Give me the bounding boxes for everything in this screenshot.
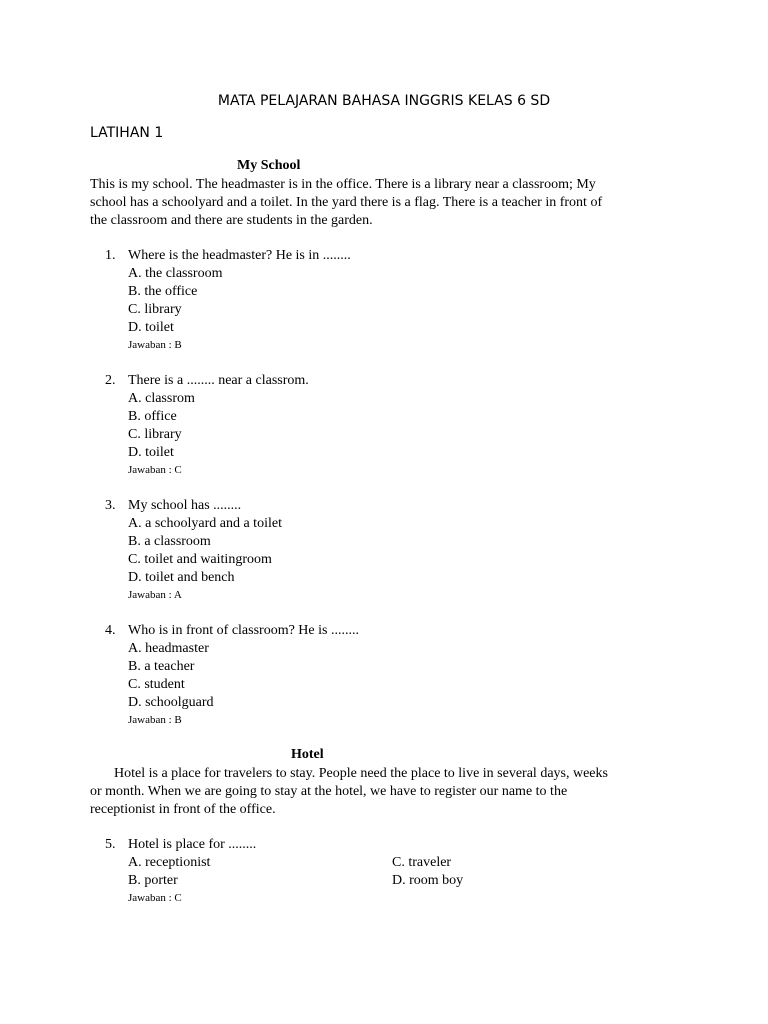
question-3 — [90, 497, 690, 603]
question-4 — [90, 622, 690, 728]
option-row — [90, 854, 690, 872]
passage-line: or month. When we are going to stay at the hotel, we have to register our name to the — [90, 784, 568, 799]
passage-my-school — [90, 176, 650, 230]
question-number: 4. — [105, 623, 116, 638]
option-d: D. room boy — [392, 873, 464, 888]
question-stem — [90, 497, 690, 515]
question-text: Hotel is place for ........ — [128, 837, 257, 852]
option-d: D. schoolguard — [128, 695, 214, 710]
answer-key: Jawaban : B — [128, 339, 182, 351]
option-c: C. library — [128, 427, 182, 442]
question-stem — [90, 372, 690, 390]
option-d: D. toilet — [128, 445, 174, 460]
question-2 — [90, 372, 690, 478]
answer-key: Jawaban : C — [128, 892, 182, 904]
question-1 — [90, 247, 690, 353]
option-row — [90, 872, 690, 890]
passage-line: the classroom and there are students in the garden. — [90, 213, 373, 228]
passage-line: receptionist in front of the office. — [90, 802, 276, 817]
document-title: MATA PELAJARAN BAHASA INGGRIS KELAS 6 SD — [217, 93, 551, 109]
option-c: C. library — [128, 302, 182, 317]
option-b: B. a teacher — [128, 659, 195, 674]
exercise-heading: LATIHAN 1 — [90, 125, 164, 141]
option-a: A. the classroom — [128, 266, 223, 281]
option-d: D. toilet and bench — [128, 570, 235, 585]
option-c: C. student — [128, 677, 185, 692]
answer-key: Jawaban : B — [128, 714, 182, 726]
option-a: A. classrom — [128, 391, 195, 406]
question-number: 5. — [105, 837, 116, 852]
question-number: 1. — [105, 248, 116, 263]
passage-hotel — [90, 765, 650, 819]
section-title-hotel: Hotel — [291, 747, 324, 762]
passage-line: school has a schoolyard and a toilet. In the yard there is a flag. There is a teacher in front of — [90, 195, 603, 210]
passage-line: Hotel is a place for travelers to stay. People need the place to live in several days, weeks — [114, 766, 608, 781]
question-number: 2. — [105, 373, 116, 388]
answer-key: Jawaban : A — [128, 589, 182, 601]
question-stem — [90, 247, 690, 265]
passage-line: This is my school. The headmaster is in the office. There is a library near a classroom; My — [90, 177, 596, 192]
option-b: B. office — [128, 409, 177, 424]
question-text: Where is the headmaster? He is in ........ — [128, 248, 351, 263]
question-stem — [90, 622, 690, 640]
option-a: A. a schoolyard and a toilet — [128, 516, 282, 531]
answer-key: Jawaban : C — [128, 464, 182, 476]
question-text: Who is in front of classroom? He is ........ — [128, 623, 359, 638]
option-b: B. the office — [128, 284, 198, 299]
question-number: 3. — [105, 498, 116, 513]
question-stem — [90, 836, 690, 854]
option-b: B. porter — [128, 873, 178, 888]
section-title-my-school: My School — [237, 158, 301, 173]
question-5 — [90, 836, 690, 906]
option-c: C. traveler — [392, 855, 452, 870]
option-a: A. receptionist — [128, 855, 211, 870]
question-text: There is a ........ near a classrom. — [128, 373, 309, 388]
question-text: My school has ........ — [128, 498, 242, 513]
option-d: D. toilet — [128, 320, 174, 335]
option-c: C. toilet and waitingroom — [128, 552, 272, 567]
option-a: A. headmaster — [128, 641, 209, 656]
option-b: B. a classroom — [128, 534, 211, 549]
